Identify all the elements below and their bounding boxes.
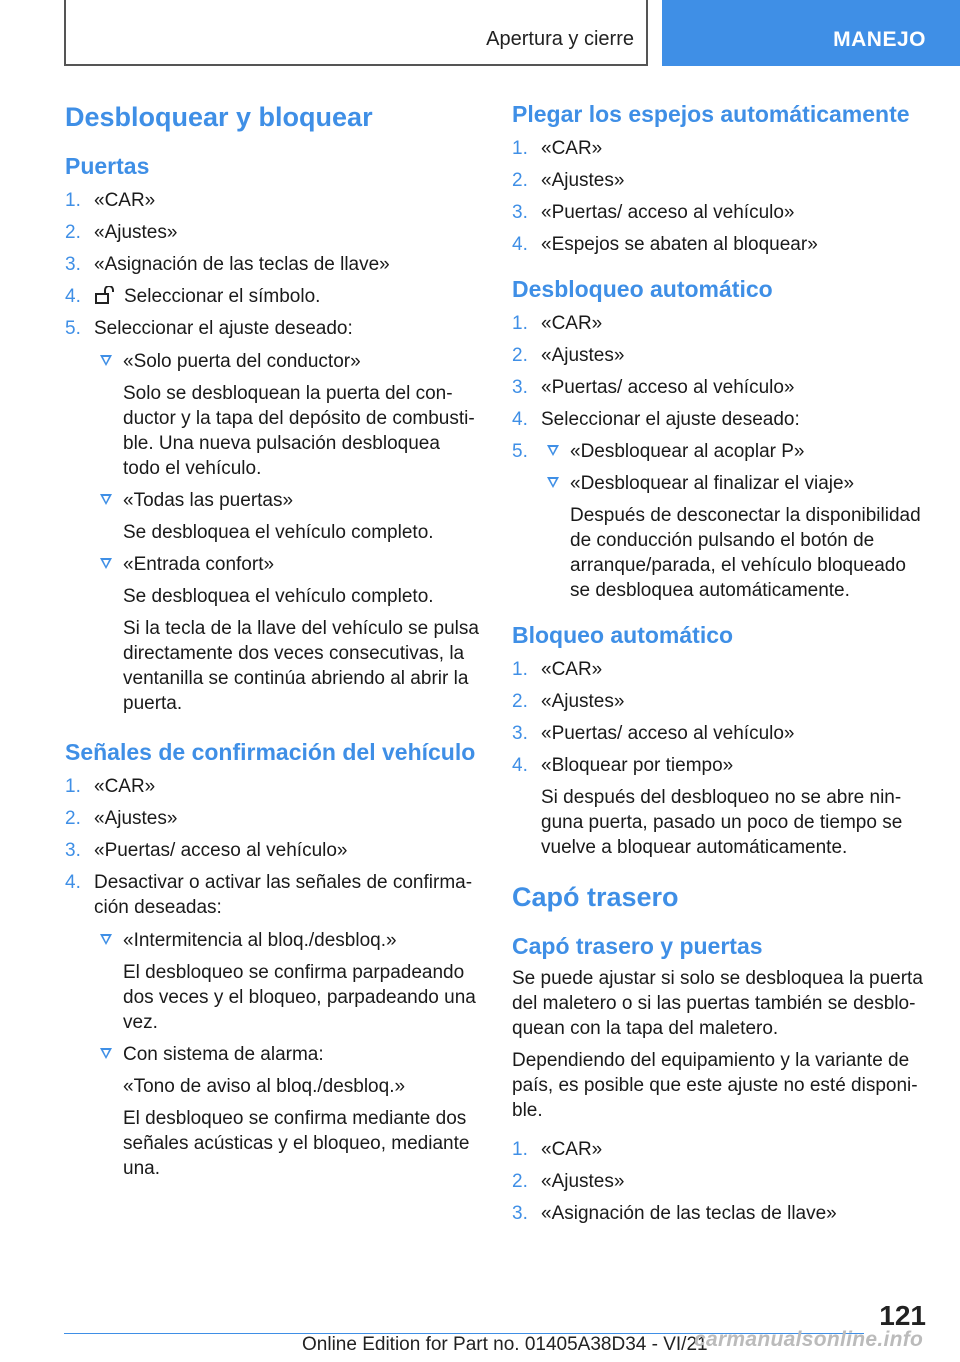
edition-text: Online Edition for Part no. 01405A38D34 - VI/21 (302, 1334, 708, 1355)
section-title: Apertura y cierre (486, 28, 634, 50)
bullet-triangle-icon (100, 355, 112, 366)
header-chapter-tab[interactable] (662, 0, 960, 66)
list-item: 1. «CAR» (512, 1139, 603, 1160)
heading-puertas: Puertas (65, 153, 150, 179)
list-item: 3. «Asignación de las teclas de llave» (65, 254, 390, 275)
header-section-box (64, 0, 648, 66)
list-item: 3. «Puertas/ acceso al vehículo» (65, 840, 348, 861)
list-item: 1. «CAR» (65, 190, 156, 211)
option-list (94, 349, 480, 716)
list-item: 4. «Bloquear por tiempo» Si después del desbloqueo no se abre ninguna puerta, pasado un poco de tiempo se vuelve a bloquear automáticamente. (512, 755, 903, 858)
heading-senales: Señales de confirmación del vehículo (65, 739, 476, 765)
list-item: 2. «Ajustes» (512, 1171, 625, 1192)
page-number: 121 (879, 1300, 926, 1331)
bullet-triangle-icon (547, 445, 559, 456)
option-item: «Todas las puertas» Se desbloquea el vehículo completo. (94, 488, 480, 545)
bullet-triangle-icon (547, 477, 559, 488)
option-item: «Entrada confort» Se desbloquea el vehículo completo. Si la tecla de la llave del vehículo se pulsa directamente dos veces consecutivas, la ventanilla se continúa abriendo al abrir la puerta. (94, 552, 480, 716)
list-item: 3. «Puertas/ acceso al vehículo» (512, 723, 795, 744)
watermark: carmanualsonline.info (694, 1328, 924, 1351)
steps-desbloqueo (512, 311, 927, 603)
steps-capo (512, 1137, 927, 1226)
bullet-triangle-icon (100, 1048, 112, 1059)
steps-puertas (65, 188, 480, 716)
list-item: 2. «Ajustes» (512, 691, 625, 712)
list-item: 4. Desactivar o activar las señales de confirmación deseadas: «Intermitencia al bloq./desbloq.» El desbloqueo se confirma parpadeando dos veces y el bloqueo, parpadeando una vez. Con sistema de alarma: «Tono de aviso al bloq./desbloq.» El desbloqueo se confirma mediante dos señales acústicas y el bloqueo, mediante una. (65, 870, 480, 1181)
section-title-capo: Capó trasero (512, 882, 679, 912)
steps-espejos (512, 136, 927, 257)
option-list (94, 928, 480, 1181)
right-column (512, 100, 927, 1233)
option-list (541, 439, 927, 603)
list-item: 5. «Desbloquear al acoplar P» «Desbloquear al finalizar el viaje» Después de desconectar la disponibilidad de conducción pulsando el botón de arranque/parada, el vehículo bloqueado se desbloquea automáticamente. (512, 439, 927, 603)
option-item: «Desbloquear al finalizar el viaje» Después de desconectar la disponibilidad de conducción pulsando el botón de arranque/parada, el vehículo bloqueado se desbloquea automáticamente. (541, 471, 927, 603)
list-item: 4. Seleccionar el ajuste deseado: (512, 409, 800, 430)
list-item: 4. Seleccionar el símbolo. (65, 286, 321, 307)
list-item: 2. «Ajustes» (512, 345, 625, 366)
heading-espejos: Plegar los espejos automáticamente (512, 101, 910, 127)
heading-bloqueo: Bloqueo automático (512, 622, 734, 648)
list-item: 1. «CAR» (512, 659, 603, 680)
list-item: 2. «Ajustes» (65, 222, 178, 243)
steps-bloqueo (512, 657, 927, 860)
list-item: 3. «Puertas/ acceso al vehículo» (512, 377, 795, 398)
list-item: 2. «Ajustes» (512, 170, 625, 191)
list-item: 1. «CAR» (512, 313, 603, 334)
paragraph: Se puede ajustar si solo se desbloquea la puerta del maletero o si las puertas también se desbloquean con la tapa del maletero. (512, 968, 923, 1039)
paragraph: Dependiendo del equipamiento y la variante de país, es posible que este ajuste no esté disponible. (512, 1050, 918, 1121)
list-item: 2. «Ajustes» (65, 808, 178, 829)
bullet-triangle-icon (100, 558, 112, 569)
option-item: «Desbloquear al acoplar P» (541, 439, 927, 464)
heading-capo-puertas: Capó trasero y puertas (512, 933, 763, 959)
bullet-triangle-icon (100, 934, 112, 945)
list-item: 3. «Asignación de las teclas de llave» (512, 1203, 837, 1224)
page-title: Desbloquear y bloquear (65, 102, 373, 132)
option-item: «Solo puerta del conductor» Solo se desbloquean la puerta del conductor y la tapa del depósito de combustible. Una nueva pulsación desbloquea todo el vehículo. (94, 349, 480, 481)
list-item: 5. Seleccionar el ajuste deseado: «Solo puerta del conductor» Solo se desbloquean la puerta del conductor y la tapa del depósito de combustible. Una nueva pulsación desbloquea todo el vehículo. «Todas las puertas» Se desbloquea el vehículo completo. «Entrada confort» Se desbloquea el vehículo completo. Si la tecla de la llave del vehículo se pulsa directamente dos veces consecutivas, la ventanilla se continúa abriendo al abrir la puerta. (65, 318, 479, 714)
left-column (65, 100, 480, 1188)
heading-desbloqueo: Desbloqueo automático (512, 276, 773, 302)
option-item: «Intermitencia al bloq./desbloq.» El desbloqueo se confirma parpadeando dos veces y el bloqueo, parpadeando una vez. (94, 928, 480, 1035)
bullet-triangle-icon (100, 494, 112, 505)
list-item: 4. «Espejos se abaten al bloquear» (512, 234, 818, 255)
chapter-title: MANEJO (833, 28, 926, 51)
option-item: Con sistema de alarma: «Tono de aviso al bloq./desbloq.» El desbloqueo se confirma mediante dos señales acústicas y el bloqueo, mediante una. (94, 1042, 480, 1181)
steps-senales (65, 774, 480, 1181)
list-item: 1. «CAR» (65, 776, 156, 797)
list-item: 3. «Puertas/ acceso al vehículo» (512, 202, 795, 223)
list-item: 1. «CAR» (512, 138, 603, 159)
unlock-symbol-icon (94, 286, 116, 304)
